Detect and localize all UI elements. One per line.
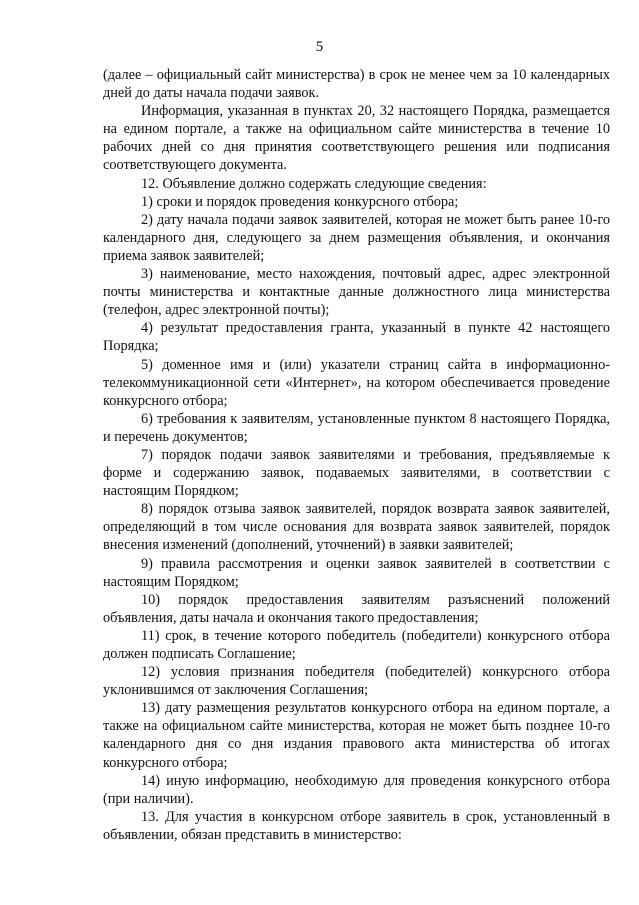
list-item-1: 1) сроки и порядок проведения конкурсного отбора;	[141, 193, 459, 210]
list-item-2: 2) дату начала подачи заявок заявителей, которая не может быть ранее 10-го календарного дня, следующего за днем размещения объявления, и окончания приема заявок заявителей;	[103, 211, 610, 264]
paragraph-section-12-heading: 12. Объявление должно содержать следующие сведения:	[141, 175, 487, 192]
list-item-4: 4) результат предоставления гранта, указанный в пункте 42 настоящего Порядка;	[103, 320, 610, 355]
list-item-3: 3) наименование, место нахождения, почтовый адрес, адрес электронной почты министерства и контактные данные должностного лица министерства (телефон, адрес электронной почты);	[103, 266, 610, 319]
paragraph-information-placement: Информация, указанная в пунктах 20, 32 настоящего Порядка, размещается на едином портале, а также на официальном сайте министерства в течение 10 рабочих дней со дня принятия соответствующего решения или подписания соответствующего документа.	[103, 103, 610, 174]
paragraph-section-13: 13. Для участия в конкурсном отборе заявитель в срок, установленный в объявлении, обязан представить в министерство:	[103, 808, 610, 843]
list-item-11: 11) срок, в течение которого победитель (победители) конкурсного отбора должен подписать Соглашение;	[103, 627, 610, 662]
list-item-12: 12) условия признания победителя (победителей) конкурсного отбора уклонившимся от заключения Соглашения;	[103, 664, 610, 699]
list-item-9: 9) правила рассмотрения и оценки заявок заявителей в соответствии с настоящим Порядком;	[103, 555, 610, 590]
list-item-7: 7) порядок подачи заявок заявителями и требования, предъявляемые к форме и содержанию заявок, подаваемых заявителями, в соответствии с настоящим Порядком;	[103, 446, 610, 500]
list-item-13: 13) дату размещения результатов конкурсного отбора на едином портале, а также на официальном сайте министерства, которая не может быть позднее 10-го календарного дня со дня издания правового акта министерства об итогах конкурсного отбора;	[103, 700, 610, 771]
page-number: 5	[315, 39, 324, 55]
list-item-8: 8) порядок отзыва заявок заявителей, порядок возврата заявок заявителей, определяющий в том числе основания для возврата заявок заявителей, порядок внесения изменений (дополнений, уточнений) в заявки заявителей;	[103, 501, 610, 554]
list-item-10: 10) порядок предоставления заявителям разъяснений положений объявления, даты начала и окончания такого предоставления;	[103, 591, 610, 626]
list-item-5: 5) доменное имя и (или) указатели страниц сайта в информационно-телекоммуникационной сети «Интернет», на котором обеспечивается проведение конкурсного отбора;	[103, 356, 610, 409]
list-item-6: 6) требования к заявителям, установленные пунктом 8 настоящего Порядка, и перечень документов;	[103, 410, 610, 445]
paragraph-intro-continuation: (далее – официальный сайт министерства) в срок не менее чем за 10 календарных дней до даты начала подачи заявок.	[103, 67, 610, 102]
document-body	[103, 66, 610, 844]
list-item-14: 14) иную информацию, необходимую для проведения конкурсного отбора (при наличии).	[103, 772, 610, 807]
